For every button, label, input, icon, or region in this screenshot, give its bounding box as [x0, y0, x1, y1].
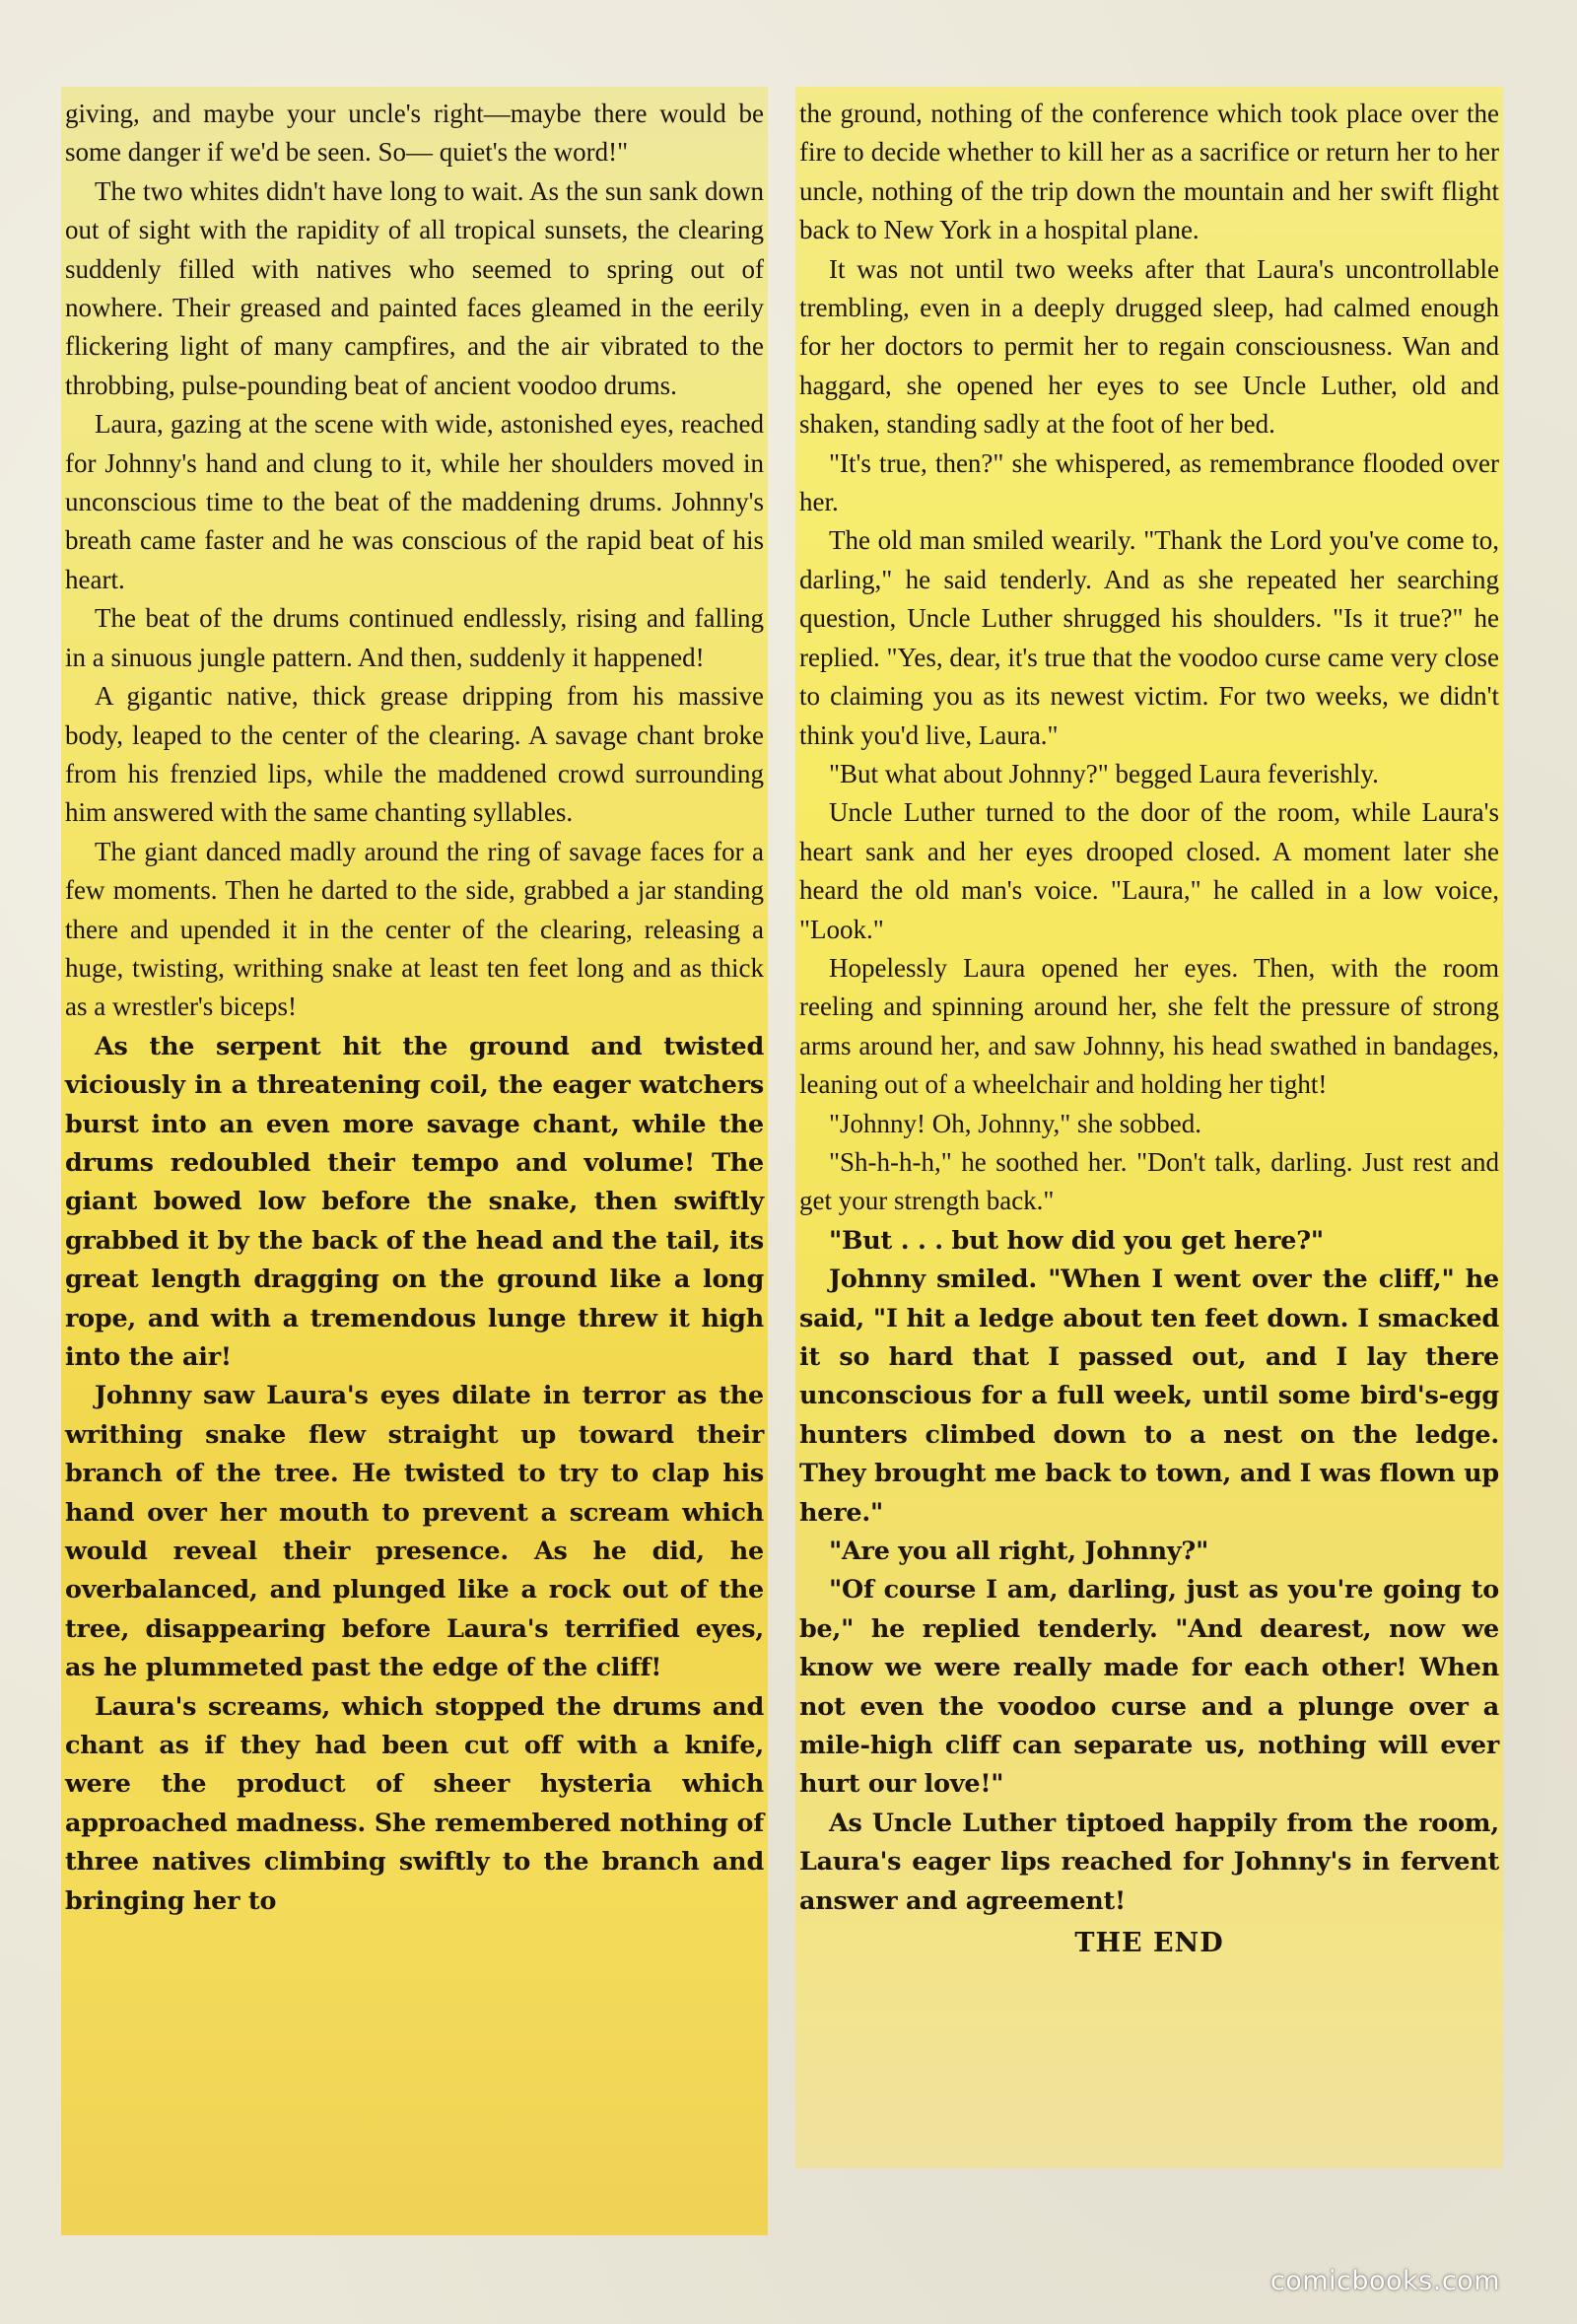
right-text-column	[795, 87, 1503, 2168]
story-paragraph: Laura, gazing at the scene with wide, astonished eyes, reached for Johnny's hand and clung to it, while her shoulders moved in unconscious time to the beat of the maddening drums. Johnny's breath came faster and he was conscious of the rapid beat of his heart.	[65, 409, 764, 594]
story-paragraph: The old man smiled wearily. "Thank the Lord you've come to, darling," he said tenderly. And as she repeated her searching question, Uncle Luther shrugged his shoulders. "Is it true?" he replied. "Yes, dear, it's true that the voodoo curse came very close to claiming you as its newest victim. For two weeks, we didn't think you'd live, Laura."	[799, 525, 1499, 750]
story-paragraph: "Of course I am, darling, just as you're going to be," he replied tenderly. "And dearest, now we know we were really made for each other! When not even the voodoo curse and a plunge over a mile-high cliff can separate us, nothing will ever hurt our love!"	[799, 1574, 1499, 1799]
story-paragraph: the ground, nothing of the conference which took place over the fire to decide whether to kill her as a sacrifice or return her to her uncle, nothing of the trip down the mountain and her swift flight back to New York in a hospital plane.	[799, 99, 1499, 245]
story-paragraph: It was not until two weeks after that Laura's uncontrollable trembling, even in a deeply drugged sleep, had calmed enough for her doctors to permit her to regain consciousness. Wan and haggard, she opened her eyes to see Uncle Luther, old and shaken, standing sadly at the foot of her bed.	[799, 253, 1499, 440]
story-paragraph: "But what about Johnny?" begged Laura feverishly.	[829, 758, 1379, 788]
right-paragraphs	[799, 95, 1499, 1920]
story-paragraph: "Sh-h-h-h," he soothed her. "Don't talk, darling. Just rest and get your strength back."	[799, 1146, 1499, 1216]
story-paragraph: A gigantic native, thick grease dripping from his massive body, leaped to the center of the clearing. A savage chant broke from his frenzied lips, while the maddened crowd surrounding him answered with the same chanting syllables.	[65, 681, 764, 828]
story-paragraph: Uncle Luther turned to the door of the room, while Laura's heart sank and her eyes drooped closed. A moment later she heard the old man's voice. "Laura," he called in a low voice, "Look."	[799, 797, 1499, 944]
story-paragraph: giving, and maybe your uncle's right—maybe there would be some danger if we'd be seen. So— quiet's the word!"	[65, 99, 764, 168]
story-paragraph: The giant danced madly around the ring of savage faces for a few moments. Then he darted to the side, grabbed a jar standing there and upended it in the center of the clearing, releasing a huge, twisting, writhing snake at least ten feet long and as thick as a wrestler's biceps!	[65, 836, 764, 1022]
story-paragraph: The two whites didn't have long to wait. As the sun sank down out of sight with the rapidity of all tropical sunsets, the clearing suddenly filled with natives who seemed to spring out of nowhere. Their greased and painted faces gleamed in the eerily flickering light of many campfires, and the air vibrated to the throbbing, pulse-pounding beat of ancient voodoo drums.	[65, 175, 764, 400]
left-text-column	[61, 87, 768, 2235]
story-paragraph: Hopelessly Laura opened her eyes. Then, with the room reeling and spinning around her, she felt the pressure of strong arms around her, and saw Johnny, his head swathed in bandages, leaning out of a wheelchair and holding her tight!	[799, 952, 1499, 1100]
site-watermark: comicbooks.com	[1269, 2266, 1500, 2296]
story-paragraph: "Are you all right, Johnny?"	[829, 1536, 1209, 1566]
story-paragraph: The beat of the drums continued endlessly, rising and falling in a sinuous jungle pattern. And then, suddenly it happened!	[65, 603, 764, 672]
story-paragraph: Laura's screams, which stopped the drums and chant as if they had been cut off with a knife, were the product of sheer hysteria which approached madness. She remembered nothing of three natives climbing swiftly to the branch and bringing her to	[65, 1690, 764, 1915]
story-paragraph: As Uncle Luther tiptoed happily from the room, Laura's eager lips reached for Johnny's in fervent answer and agreement!	[799, 1807, 1499, 1915]
story-paragraph: "It's true, then?" she whispered, as remembrance flooded over her.	[799, 447, 1499, 517]
story-paragraph: "Johnny! Oh, Johnny," she sobbed.	[829, 1108, 1202, 1138]
the-end-label: THE END	[1074, 1928, 1224, 1959]
story-paragraph: Johnny smiled. "When I went over the cliff," he said, "I hit a ledge about ten feet down. I smacked it so hard that I passed out, and I lay there unconscious for a full week, until some bird's-egg hunters climbed down to a nest on the ledge. They brought me back to town, and I was flown up here."	[799, 1264, 1499, 1527]
story-paragraph: "But . . . but how did you get here?"	[829, 1224, 1324, 1255]
story-paragraph: As the serpent hit the ground and twisted viciously in a threatening coil, the eager watchers burst into an even more savage chant, while the drums redoubled their tempo and volume! The giant bowed low before the snake, then swiftly grabbed it by the back of the head and the tail, its great length dragging on the ground like a long rope, and with a tremendous lunge threw it high into the air!	[65, 1030, 764, 1371]
story-paragraph: Johnny saw Laura's eyes dilate in terror as the writhing snake flew straight up toward their branch of the tree. He twisted to try to clap his hand over her mouth to prevent a scream which would reveal their presence. As he did, he overbalanced, and plunged like a rock out of the tree, disappearing before Laura's terrified eyes, as he plummeted past the edge of the cliff!	[65, 1380, 764, 1682]
